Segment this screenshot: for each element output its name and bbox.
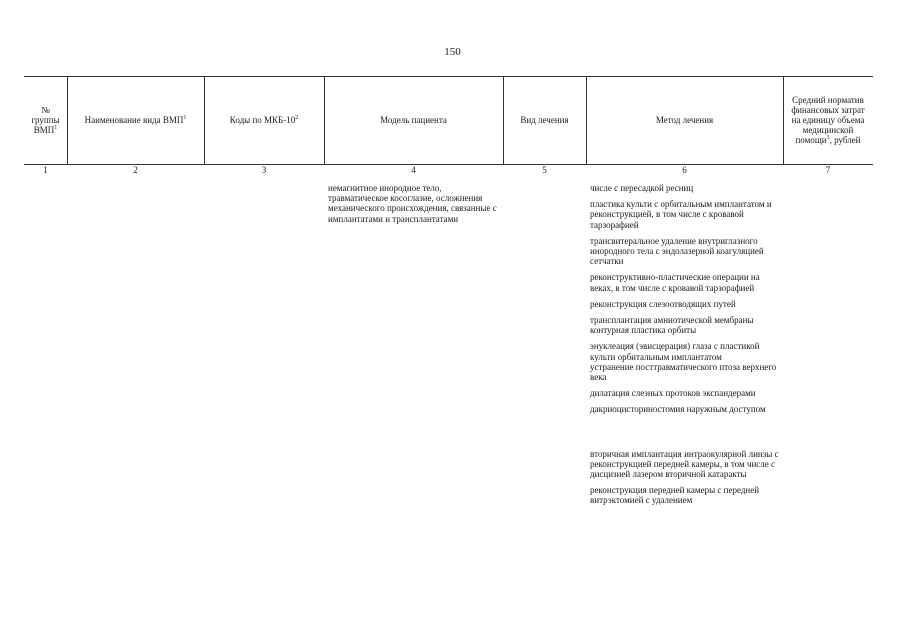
header-mkb-codes: Коды по МКБ-$10^2$ [229,115,299,125]
method-item: пластика культи с орбитальным имплантатом и реконструкцией, в том числе с кровавой тарзорафией [590,199,772,230]
method-item: трансвитеральное удаление внутриглазного инородного тела с эндолазерной коагуляцией сетчатки [590,235,764,267]
header-treatment-type: Вид лечения [520,115,569,125]
column-number: 7 [825,165,831,175]
method-item: энуклеация (эвисцерация) глаза с пластикой культи орбитальным имплантатом [590,341,760,362]
treatment-method-cell [590,183,785,512]
header-cost-norm: Средний норматив финансовых затрат на единицу объема медицинской помощи$^3$, рублей [791,95,865,145]
patient-model-cell: немагнитное инородное тело, травматическое косоглазие, осложнения механического происхождения, связанные с имплантатами и трансплантатами [328,183,497,224]
page-number: 150 [444,46,461,58]
header-group-number: № группы ВМП$^1$ [31,105,60,135]
column-number: 4 [411,165,416,175]
method-item: устранение посттравматического птоза верхнего века [590,361,777,383]
method-item: дилатация слезных протоков экспандерами [590,388,756,399]
method-item: реконструкция слезоотводящих путей [590,298,736,309]
method-item: вторичная имплантация интраокулярной линзы с реконструкцией передней камеры, в том числе с дисцизией лазером вторичной катаракты [590,448,779,480]
header-treatment-method: Метод лечения [655,115,714,125]
column-number: 2 [133,165,138,175]
header-patient-model: Модель пациента [380,115,447,125]
column-number: 1 [43,165,48,175]
method-item: реконструкция передней камеры с передней витрэктомией с удалением [590,485,760,506]
column-number: 5 [542,165,547,175]
column-number: 6 [682,165,687,175]
method-item: контурная пластика орбиты [590,325,697,336]
method-item: трансплантация амниотической мембраны [590,315,754,326]
method-item: реконструктивно-пластические операции на веках, в том числе с кровавой тарзорафией [590,272,760,293]
header-vmp-name: Наименование вида ВМП$^1$ [84,115,187,125]
column-number: 3 [261,165,267,175]
method-item: числе с пересадкой ресниц [590,183,694,193]
method-item: дакриоцисториностомия наружным доступом [590,404,766,415]
